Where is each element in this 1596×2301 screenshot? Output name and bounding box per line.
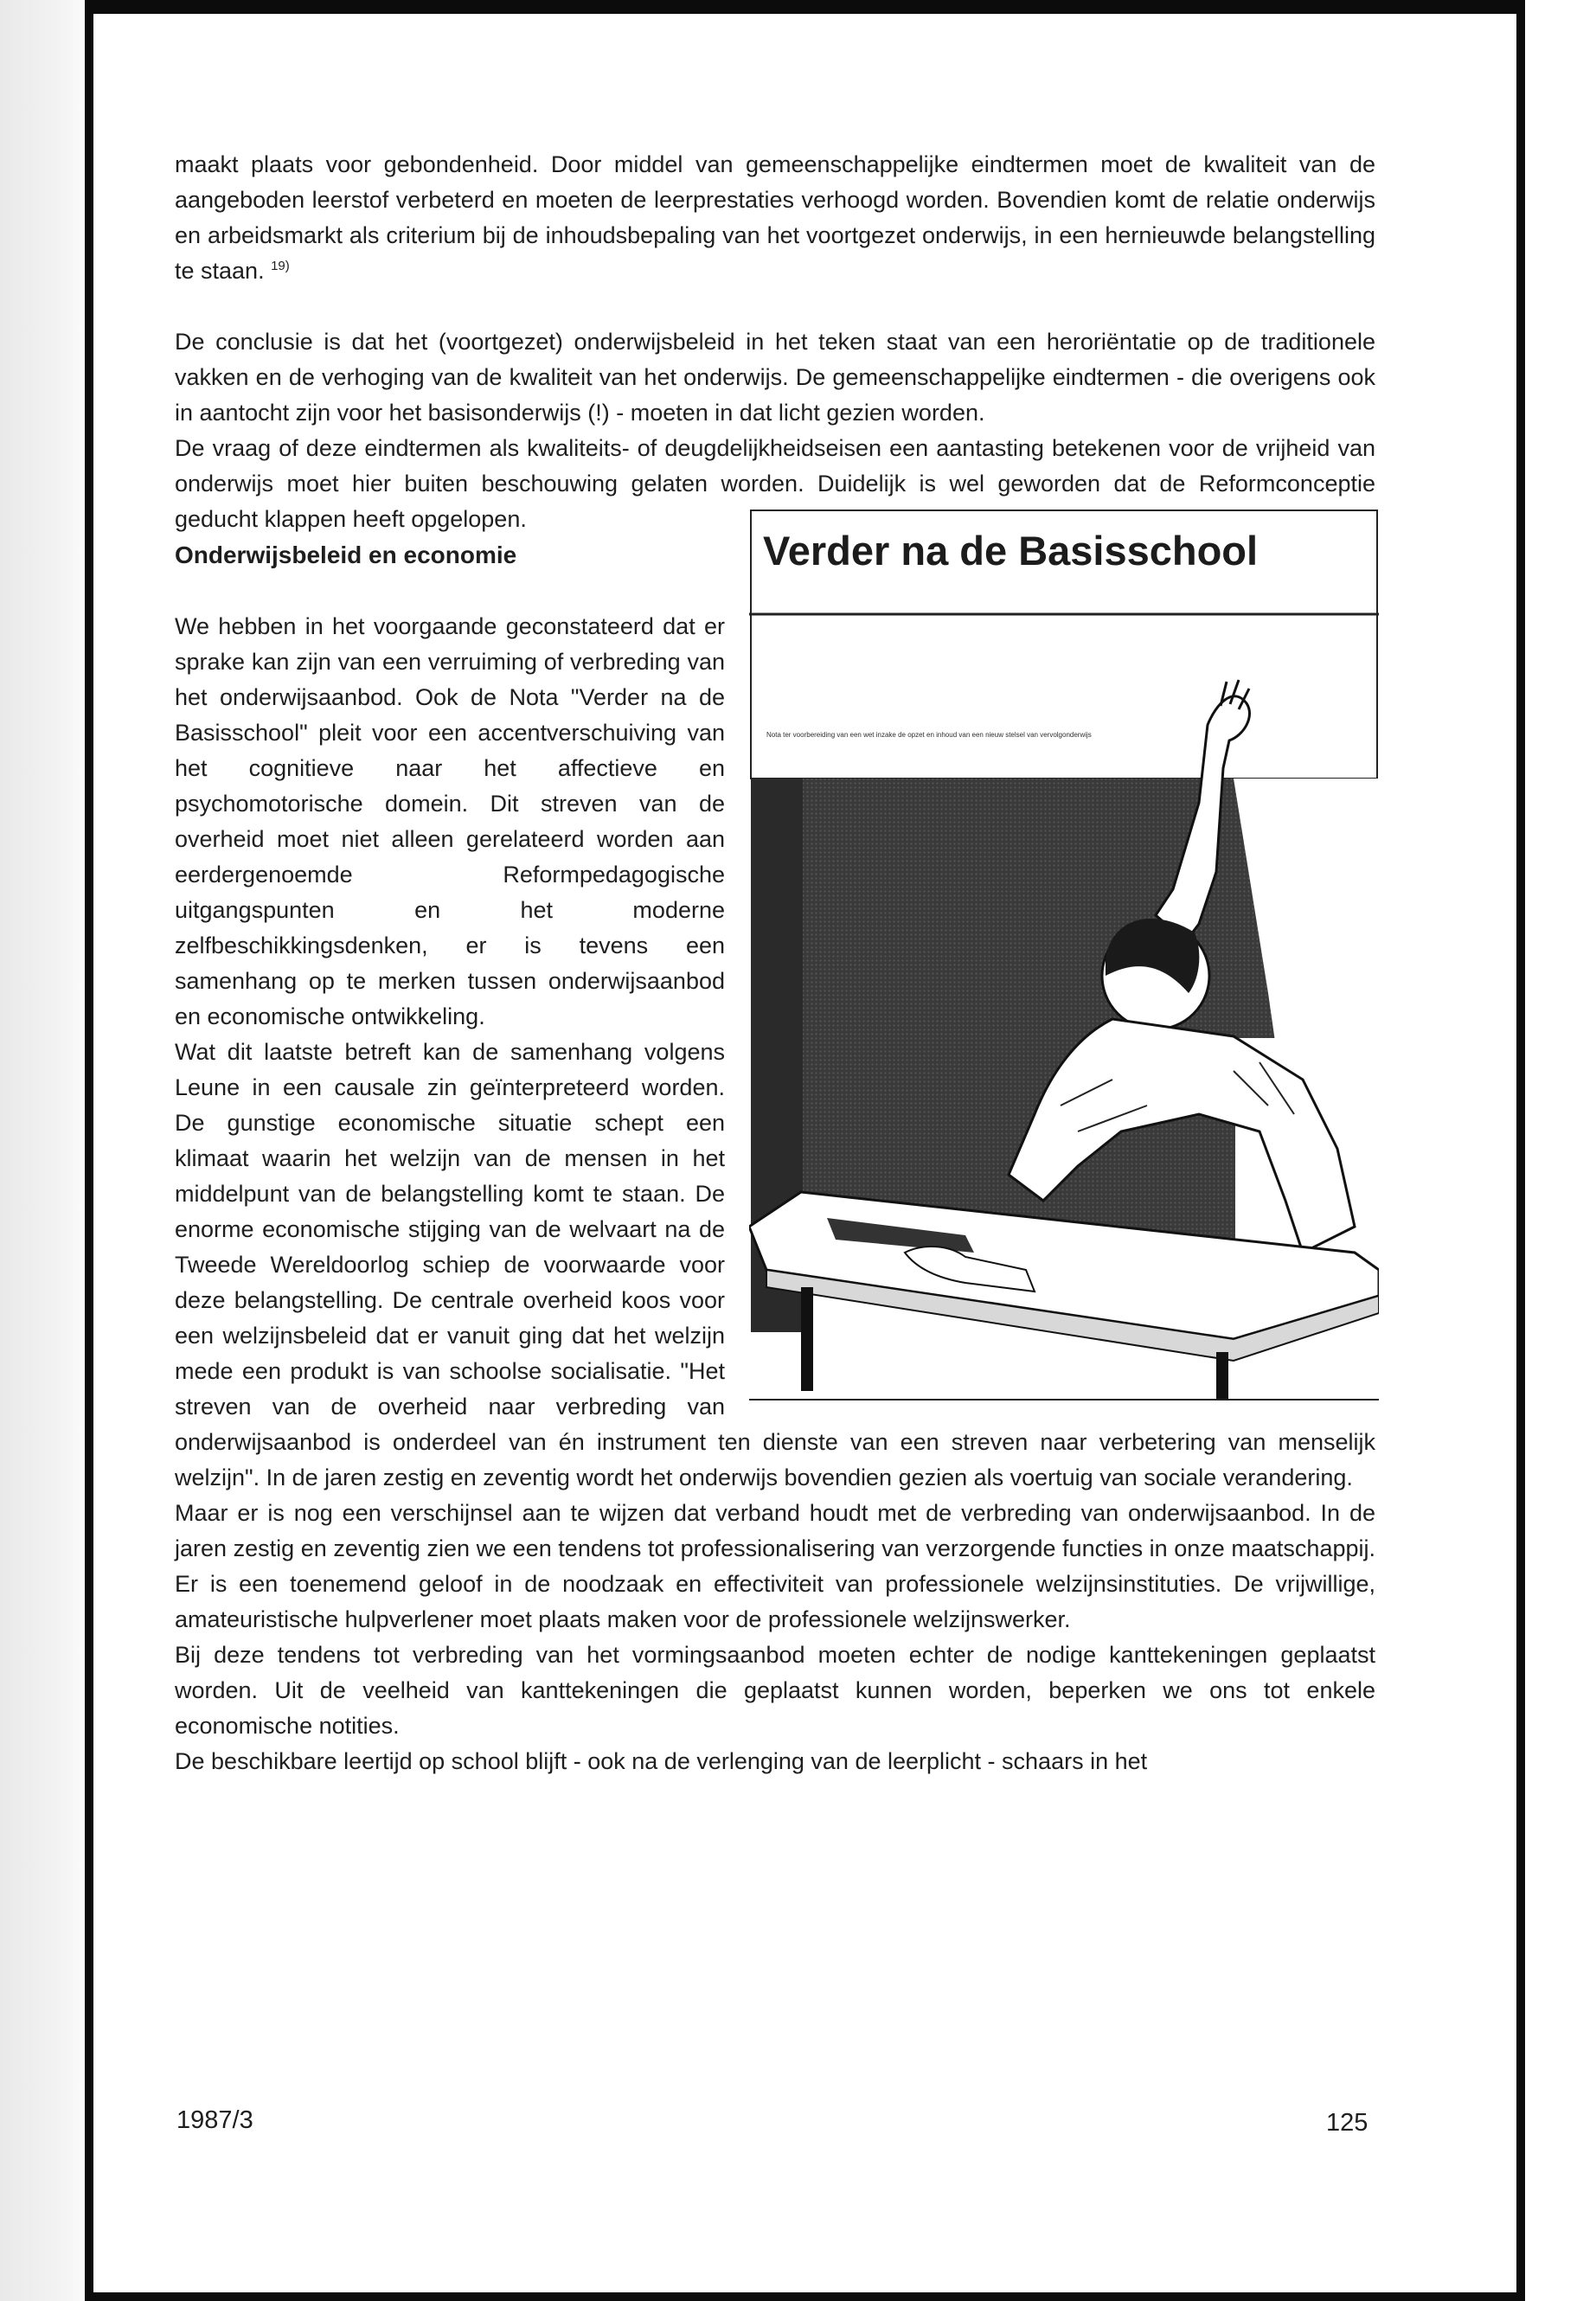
footnote-ref: 19) [271, 259, 290, 273]
scan-border-top [85, 0, 1525, 14]
paragraph-2: De conclusie is dat het (voortgezet) onderwijsbeleid in het teken staat van een heroriëntatie op de traditionele vakken en de verhoging van de kwaliteit van het onderwijs. De gemeenschappelijke eindtermen - die overigens ook in aantocht zijn voor het basisonderwijs (!) - moeten in dat licht gezien worden. [175, 329, 1375, 426]
paragraph-3: De vraag of deze eindtermen als kwaliteits- of deugdelijkheidseisen een aantasting betekenen voor de vrijheid van onderwijs moet hier buiten beschouwing gelaten worden. Duidelijk is wel geworden dat de Reformconceptie geducht klappen heeft opgelopen. [175, 435, 1375, 532]
cover-title: Verder na de Basisschool [763, 528, 1259, 574]
paragraph-4: We hebben in het voorgaande geconstateerd dat er sprake kan zijn van een verruiming of verbreding van het onderwijsaanbod. Ook de Nota "Verder na de Basisschool" pleit voor een accentverschuiving van het cognitieve naar het affectieve en psychomotorische domein. Dit streven van de overheid moet niet alleen gerelateerd worden aan eerdergenoemde Reformpedagogische uitgangspunten en het moderne zelfbeschikkingsdenken, er is tevens een samenhang op te merken tussen onderwijsaanbod en economische ontwikkeling. [175, 613, 725, 1029]
issue-number: 1987/3 [176, 2106, 253, 2134]
page-number: 125 [1326, 2109, 1368, 2137]
paragraph-8: De beschikbare leertijd op school blijft - ook na de verlenging van de leerplicht - schaars in het [175, 1748, 1148, 1774]
paragraph-6: Maar er is nog een verschijnsel aan te wijzen dat verband houdt met de verbreding van onderwijsaanbod. In de jaren zestig en zeventig zien we een tendens tot professionalisering van verzorgende functies in onze maatschappij. Er is een toenemend geloof in de noodzaak en effectiviteit van professionele welzijnsinstituties. De vrijwillige, amateuristische hulpverlener moet plaats maken voor de professionele welzijnswerker. [175, 1500, 1375, 1632]
paragraph-1: maakt plaats voor gebondenheid. Door middel van gemeenschappelijke eindtermen moet de kwaliteit van de aangeboden leerstof verbeterd en moeten de leerprestaties verhoogd worden. Bovendien komt de relatie onderwijs en arbeidsmarkt als criterium bij de inhoudsbepaling van het voortgezet onderwijs, in een hernieuwde belangstelling te staan. $^{19)}$ [175, 151, 1375, 284]
desk-leg-left [801, 1287, 813, 1391]
scan-border-left [85, 0, 93, 2301]
paragraph-5: Wat dit laatste betreft kan de samenhang volgens Leune in een causale zin geïnterpreteerd worden. De gunstige economische situatie schept een klimaat waarin het welzijn van de mensen in het middelpunt van de belangstelling komt te staan. De enorme economische stijging van de welvaart na de Tweede Wereldoorlog schiep de voorwaarde voor deze belangstelling. De centrale overheid koos voor een welzijnsbeleid dat er vanuit ging dat het welzijn mede een produkt is van schoolse socialisatie. "Het streven van de overheid naar verbreding van onderwijsaanbod is onderdeel van én instrument ten dienste van een streven naar verbetering van menselijk welzijn". In de jaren zestig en zeventig wordt het onderwijs bovendien gezien als voertuig van sociale verandering. [175, 1039, 1375, 1490]
scan-border-right [1516, 0, 1525, 2301]
nota-cover-illustration [749, 509, 1379, 1403]
scan-border-bottom [85, 2292, 1525, 2301]
cover-subtitle: Nota ter voorbereiding van een wet inzake de opzet en inhoud van een nieuw stelsel van vervolgonderwijs [766, 731, 1092, 739]
article-body [175, 147, 1375, 1779]
desk-leg-right [1216, 1352, 1228, 1400]
paragraph-7: Bij deze tendens tot verbreding van het vormingsaanbod moeten echter de nodige kanttekeningen geplaatst worden. Uit de veelheid van kanttekeningen die geplaatst kunnen worden, beperken we ons tot enkele economische notities. [175, 1642, 1375, 1739]
section-heading: Onderwijsbeleid en economie [175, 542, 517, 568]
scan-margin [0, 0, 93, 2301]
nota-cover-figure [749, 509, 1379, 1403]
